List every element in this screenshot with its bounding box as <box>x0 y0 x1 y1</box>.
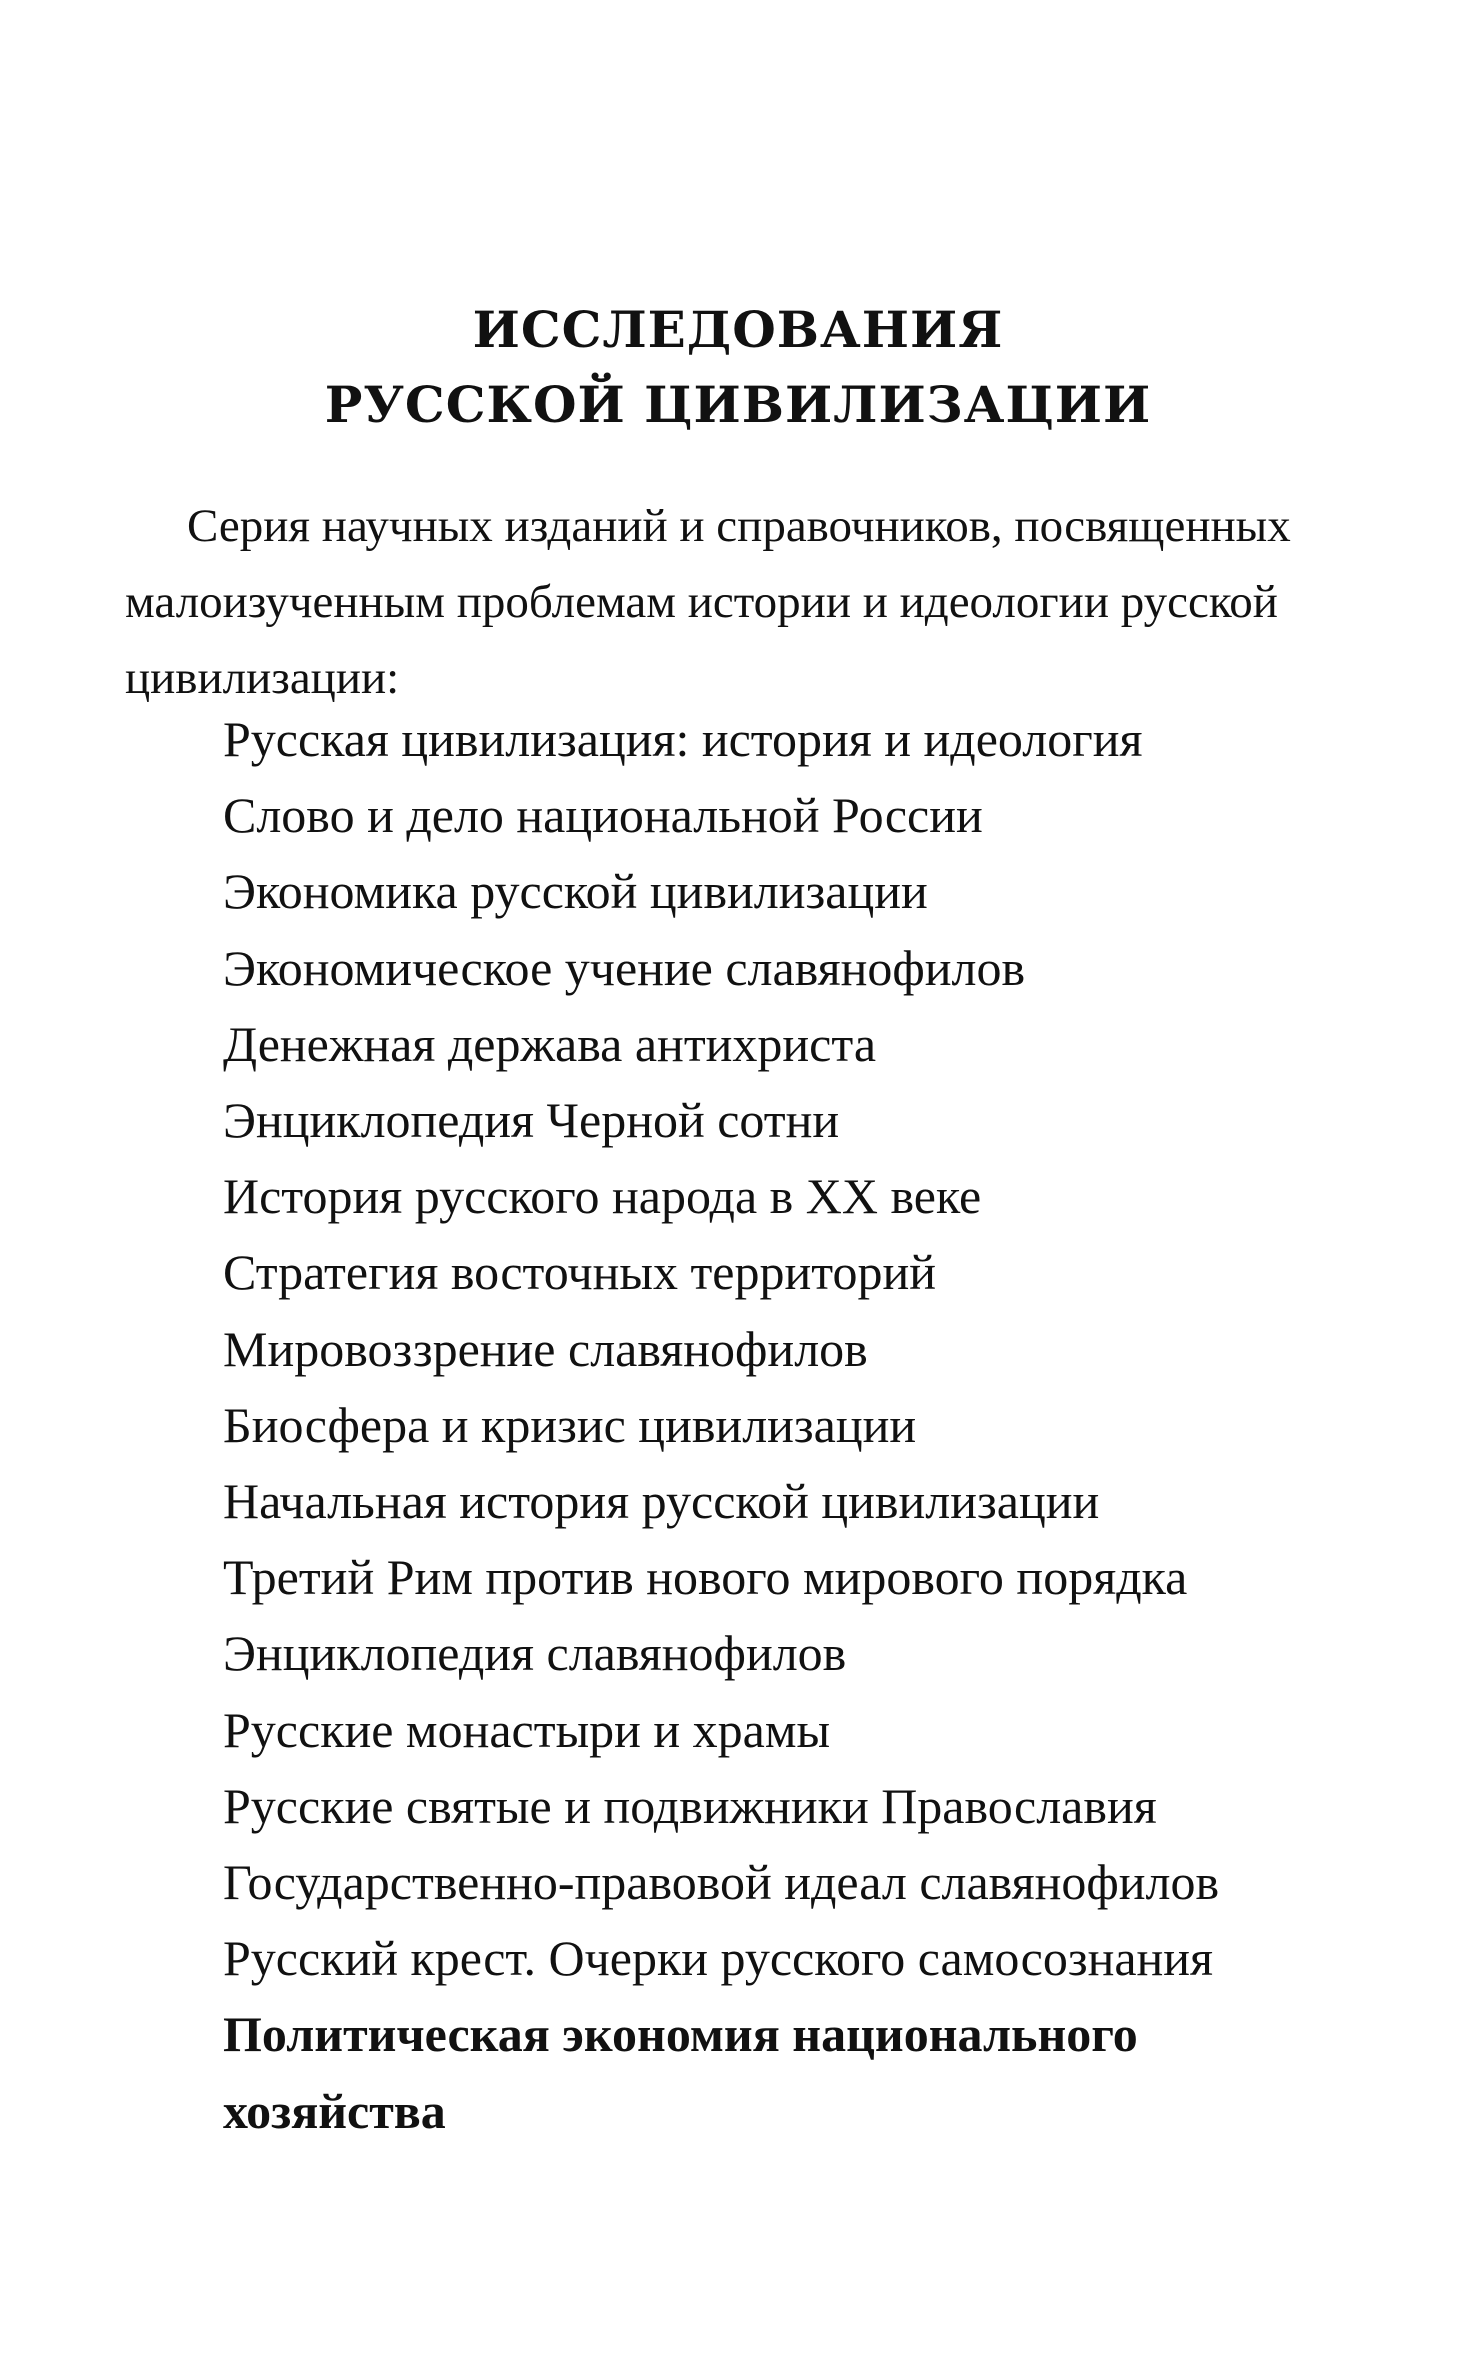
series-book-item: Русский крест. Очерки русского самосознания <box>223 1930 1214 1987</box>
series-book-item: Экономическое учение славянофилов <box>223 939 1026 996</box>
current-book-item <box>223 1996 1383 2148</box>
current-book-title-line-1: Политическая экономия национального <box>223 2006 1138 2063</box>
series-title <box>0 292 1476 442</box>
current-book-title-line-2: хозяйства <box>223 2082 446 2139</box>
series-book-list <box>223 701 1383 2149</box>
series-book-item: Стратегия восточных территорий <box>223 1244 936 1301</box>
series-book-item: Русские монастыри и храмы <box>223 1701 831 1758</box>
series-book-item: Начальная история русской цивилизации <box>223 1473 1100 1530</box>
series-book-item: Мировоззрение славянофилов <box>223 1320 868 1377</box>
series-book-item: Третий Рим против нового мирового порядка <box>223 1549 1188 1606</box>
series-book-item: Денежная держава антихриста <box>223 1015 877 1072</box>
series-description-line-1: Серия научных изданий и справочников, посвященных <box>187 500 1291 552</box>
series-title-line-2: РУССКОЙ ЦИВИЛИЗАЦИИ <box>324 374 1152 434</box>
series-book-item: Слово и дело национальной России <box>223 787 983 844</box>
series-book-item: Государственно-правовой идеал славянофилов <box>223 1854 1220 1911</box>
series-description <box>125 488 1380 716</box>
series-book-item: Русская цивилизация: история и идеология <box>223 711 1143 767</box>
series-book-item: Экономика русской цивилизации <box>223 863 928 920</box>
series-book-item: История русского народа в XX веке <box>223 1168 982 1225</box>
series-book-item: Биосфера и кризис цивилизации <box>223 1396 917 1453</box>
series-book-item: Русские святые и подвижники Православия <box>223 1777 1157 1834</box>
series-book-item: Энциклопедия славянофилов <box>223 1625 847 1682</box>
series-book-item: Энциклопедия Черной сотни <box>223 1092 840 1149</box>
series-description-line-3: цивилизации: <box>125 652 400 704</box>
series-description-line-2: малоизученным проблемам истории и идеологии русской <box>125 576 1278 628</box>
series-title-line-1: ИССЛЕДОВАНИЯ <box>472 299 1004 359</box>
